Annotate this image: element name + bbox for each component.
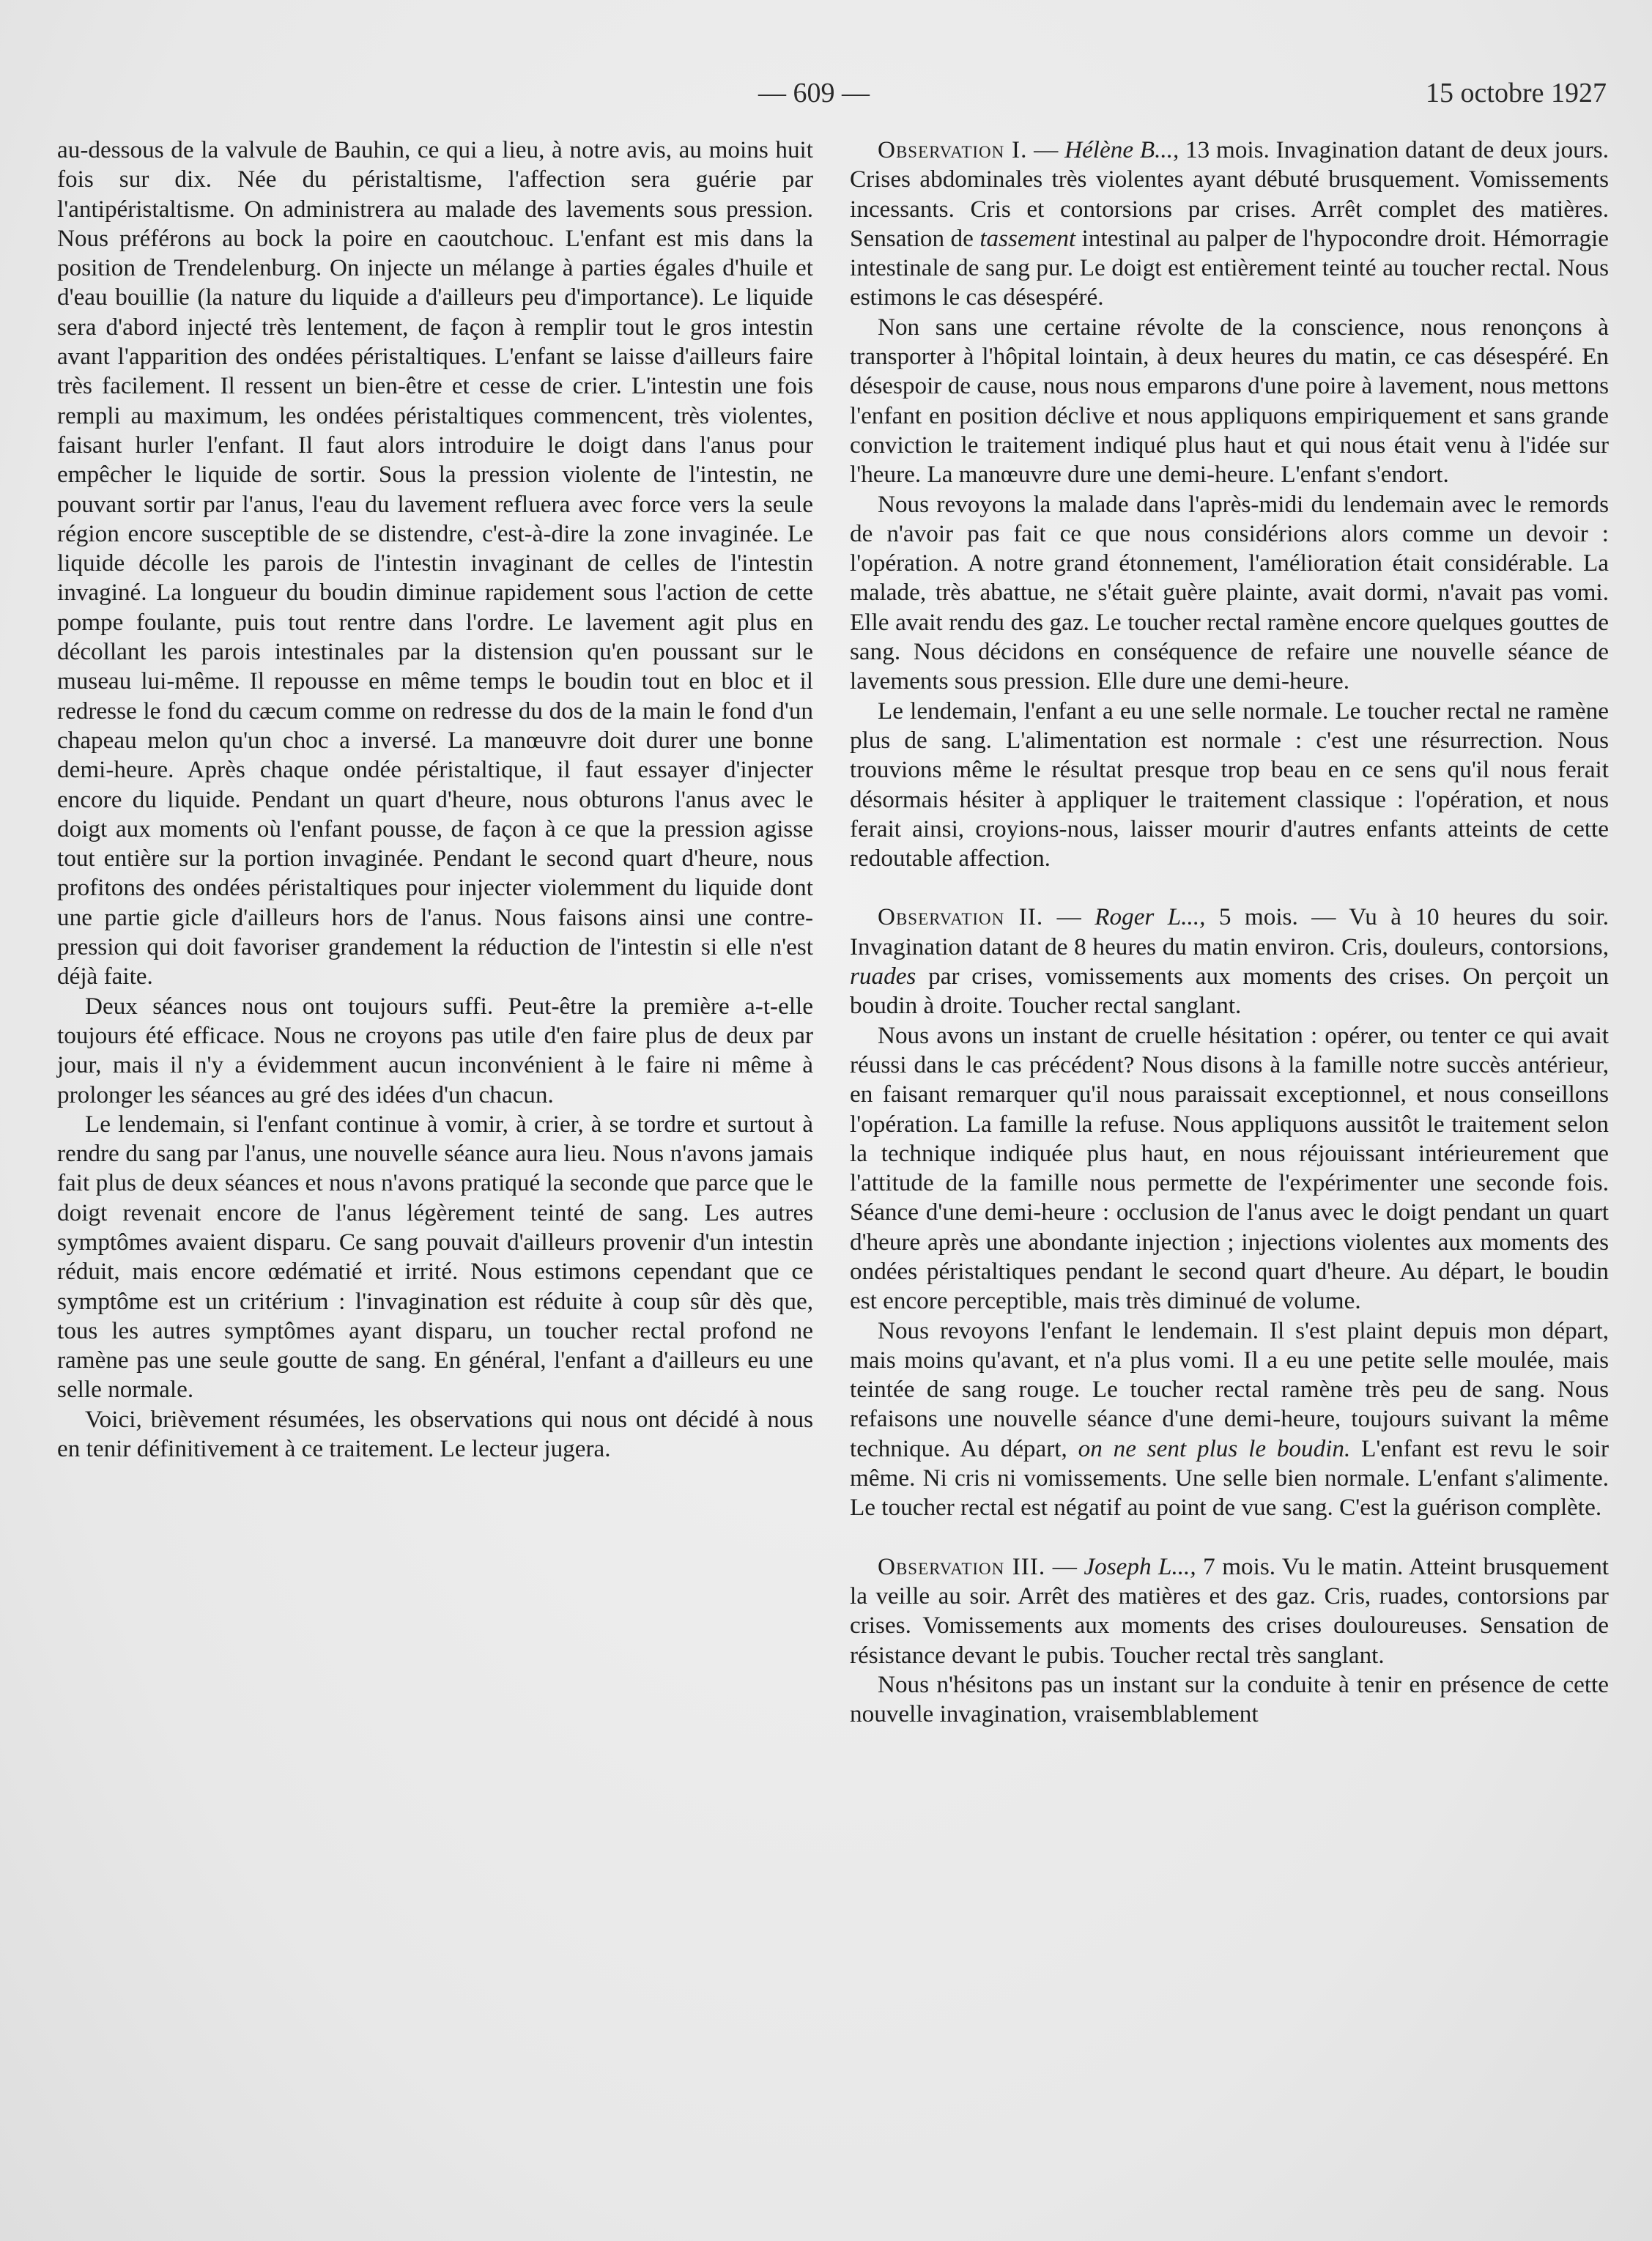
patient-name: Roger L...,: [1094, 903, 1206, 931]
paragraph: Le lendemain, l'enfant a eu une selle normale. Le toucher rectal ne ramène plus de sang. L'alimentation est normale : c'est une résurrection. Nous trouvions même le résultat presque trop beau en ce sens qu'il nous ferait désormais hésiter à appliquer le traitement classique : l'opération, et nous ferait ainsi, croyions-nous, laisser mourir d'autres enfants atteints de cette redoutable affection.: [850, 697, 1609, 873]
paragraph: Voici, brièvement résumées, les observations qui nous ont décidé à nous en tenir définitivement à ce traitement. Le lecteur jugera.: [57, 1405, 813, 1463]
observation-text: L'enfant est revu le soir même. Ni cris ni vomissements. Une selle bien normale. L'enfant s'alimente. Le toucher rectal est négatif au point de vue sang. C'est la guérison complète.: [850, 1434, 1610, 1522]
observation-2-intro: Observation II. — Roger L..., 5 mois. — Vu à 10 heures du soir. Invagination datant de 8 heures du matin environ. Cris, douleurs, contorsions, ruades par crises, vomissements aux moments des crises. On perçoit un boudin à droite. Toucher rectal sanglant.: [850, 903, 1610, 1020]
paragraph: Le lendemain, si l'enfant continue à vomir, à crier, à se tordre et surtout à rendre du sang par l'anus, une nouvelle séance aura lieu. Nous n'avons jamais fait plus de deux séances et nous n'avons pratiqué la seconde que parce que le doigt revenait encore de l'anus légèrement teinté de sang. Les autres symptômes avaient disparu. Ce sang pouvait d'ailleurs provenir d'un intestin réduit, mais encore œdématié et irrité. Nous estimons cependant que ce symptôme est un critérium : l'invagination est réduite à coup sûr dès que, tous les autres symptômes ayant disparu, un toucher rectal profond ne ramène pas une seule goutte de sang. En général, l'enfant a d'ailleurs eu une selle normale.: [57, 1110, 813, 1404]
observation-label: Observation II.: [878, 903, 1044, 931]
italic-term: ruades: [850, 963, 916, 990]
paragraph: Nous avons un instant de cruelle hésitation : opérer, ou tenter ce qui avait réussi dans le cas précédent? Nous disons à la famille notre succès antérieur, en faisant remarquer qu'il nous paraissait exceptionnel, et nous conseillons l'opération. La famille la refuse. Nous appliquons aussitôt le traitement selon la technique indiquée plus haut, en nous réjouissant intérieurement que l'attitude de la famille nous permette de l'expérimenter une seconde fois. Séance d'une demi-heure : occlusion de l'anus avec le doigt pendant un quart d'heure après une abondante injection ; injections violentes aux moments des ondées péristaltiques pendant le second quart d'heure. Au départ, le boudin est encore perceptible, mais très diminué de volume.: [850, 1021, 1609, 1315]
paragraph: Non sans une certaine révolte de la conscience, nous renonçons à transporter à l'hôpital lointain, à deux heures du matin, ce cas désespéré. En désespoir de cause, nous nous emparons d'une poire à lavement, nous mettons l'enfant en position déclive et nous appliquons empiriquement et sans grande conviction le traitement indiqué plus haut et qui nous était venu à l'idée sur l'heure. La manœuvre dure une demi-heure. L'enfant s'endort.: [850, 313, 1609, 489]
observation-label: Observation I.: [878, 136, 1028, 163]
paragraph: Deux séances nous ont toujours suffi. Peut-être la première a-t-elle toujours été efficace. Nous ne croyons pas utile d'en faire plus de deux par jour, mais il n'y a évidemment aucun inconvénient à le faire ni même à prolonger les séances au gré des idées d'un chacun.: [57, 992, 813, 1108]
observation-1-intro: Observation I. — Hélène B..., 13 mois. Invagination datant de deux jours. Crises abdominales très violentes ayant débuté brusquement. Vomissements incessants. Cris et contorsions par crises. Arrêt complet des matières. Sensation de tassement intestinal au palper de l'hypocondre droit. Hémorragie intestinale de sang pur. Le doigt est entièrement teinté au toucher rectal. Nous estimons le cas désespéré.: [850, 136, 1609, 311]
page-number: — 609 —: [758, 78, 870, 108]
patient-name: Hélène B...,: [1064, 136, 1179, 163]
issue-date: 15 octobre 1927: [1426, 78, 1607, 108]
observation-text: 7 mois. Vu le matin. Atteint brusquement la veille au soir. Arrêt des matières et des gaz. Cris, ruades, contorsions par crises. Vomissements aux moments des crises douloureuses. Sensation de résistance devant le pubis. Toucher rectal très sanglant.: [850, 1552, 1610, 1669]
italic-phrase: on ne sent plus le boudin.: [1078, 1434, 1351, 1462]
paragraph: [850, 1316, 1609, 1523]
italic-term: tassement: [979, 224, 1076, 252]
right-column: [850, 136, 1609, 1729]
observation-label: Observation III.: [878, 1552, 1046, 1580]
paragraph: Nous revoyons la malade dans l'après-midi du lendemain avec le remords de n'avoir pas fait ce que nous considérions alors comme un devoir : l'opération. A notre grand étonnement, l'amélioration était considérable. La malade, très abattue, ne s'était guère plainte, avait dormi, n'avait pas vomi. Elle avait rendu des gaz. Le toucher rectal ramène encore quelques gouttes de sang. Nous décidons en conséquence de refaire une nouvelle séance de lavements sous pression. Elle dure une demi-heure.: [850, 490, 1609, 695]
observation-text: 13 mois. Invagination datant de deux jours. Crises abdominales très violentes ayant débuté brusquement. Vomissements incessants. Cris et contorsions par crises. Arrêt complet des matières. Sensation de: [850, 136, 1609, 252]
left-column: [57, 136, 813, 1464]
paragraph: au-dessous de la valvule de Bauhin, ce qui a lieu, à notre avis, au moins huit fois sur dix. Née du péristaltisme, l'affection sera guérie par l'antipéristaltisme. On administrera au malade des lavements sous pression. Nous préférons au bock la poire en caoutchouc. L'enfant est mis dans la position de Trendelenburg. On injecte un mélange à parties égales d'huile et d'eau bouillie (la nature du liquide a d'ailleurs peu d'importance). Le liquide sera d'abord injecté très lentement, de façon à remplir tout le gros intestin avant l'apparition des ondées péristaltiques. L'enfant se laisse d'ailleurs faire très facilement. Il ressent un bien-être et cesse de crier. L'intestin une fois rempli au maximum, les ondées péristaltiques commencent, très violentes, faisant hurler l'enfant. Il faut alors introduire le doigt dans l'anus pour empêcher le liquide de sortir. Sous la pression violente de l'intestin, ne pouvant sortir par l'anus, l'eau du lavement refluera avec force vers la seule région encore susceptible de se distendre, c'est-à-dire la zone invaginée. Le liquide décolle les parois de l'intestin invaginant de celles de l'intestin invaginé. La longueur du boudin diminue rapidement sous l'action de cette pompe foulante, puis tout rentre dans l'ordre. Le lavement agit plus en décollant les parois intestinales par la distension qu'en poussant sur le museau lui-même. Il repousse en même temps le boudin tout en bloc et il redresse le fond du cæcum comme on redresse du dos de la main le fond d'un chapeau melon qu'un choc a inversé. La manœuvre doit durer une bonne demi-heure. Après chaque ondée péristaltique, il faut essayer d'injecter encore du liquide. Pendant un quart d'heure, nous obturons l'anus avec le doigt aux moments où l'enfant pousse, de façon à ce que la pression agisse tout entière sur la portion invaginée. Pendant le second quart d'heure, nous profitons des ondées péristaltiques pour injecter violemment du liquide dont une partie gicle d'ailleurs hors de l'anus. Nous faisons ainsi une contre-pression qui doit favoriser grandement la réduction de l'intestin si elle n'est déjà faite.: [57, 136, 813, 990]
observation-text: intestinal au palper de l'hypocondre droit. Hémorragie intestinale de sang pur. Le doigt est entièrement teinté au toucher rectal. Nous estimons le cas désespéré.: [850, 224, 1609, 311]
observation-3-intro: Observation III. — Joseph L..., 7 mois. Vu le matin. Atteint brusquement la veille au soir. Arrêt des matières et des gaz. Cris, ruades, contorsions par crises. Vomissements aux moments des crises douloureuses. Sensation de résistance devant le pubis. Toucher rectal très sanglant.: [850, 1552, 1610, 1669]
observation-text: Nous revoyons l'enfant le lendemain. Il s'est plaint depuis mon départ, mais moins qu'avant, et n'a plus vomi. Il a eu une petite selle moulée, mais teintée de sang rouge. Le toucher rectal ramène très peu de sang. Nous refaisons une nouvelle séance d'une demi-heure, toujours suivant la même technique. Au départ,: [850, 1316, 1609, 1462]
observation-text: 5 mois. — Vu à 10 heures du soir. Invagination datant de 8 heures du matin environ. Cris, douleurs, contorsions,: [850, 903, 1610, 960]
paragraph: Nous n'hésitons pas un instant sur la conduite à tenir en présence de cette nouvelle invagination, vraisemblablement: [850, 1670, 1609, 1728]
observation-text: par crises, vomissements aux moments des crises. On perçoit un boudin à droite. Toucher rectal sanglant.: [850, 963, 1609, 1020]
page-header: [0, 77, 1652, 121]
patient-name: Joseph L...,: [1084, 1552, 1196, 1580]
